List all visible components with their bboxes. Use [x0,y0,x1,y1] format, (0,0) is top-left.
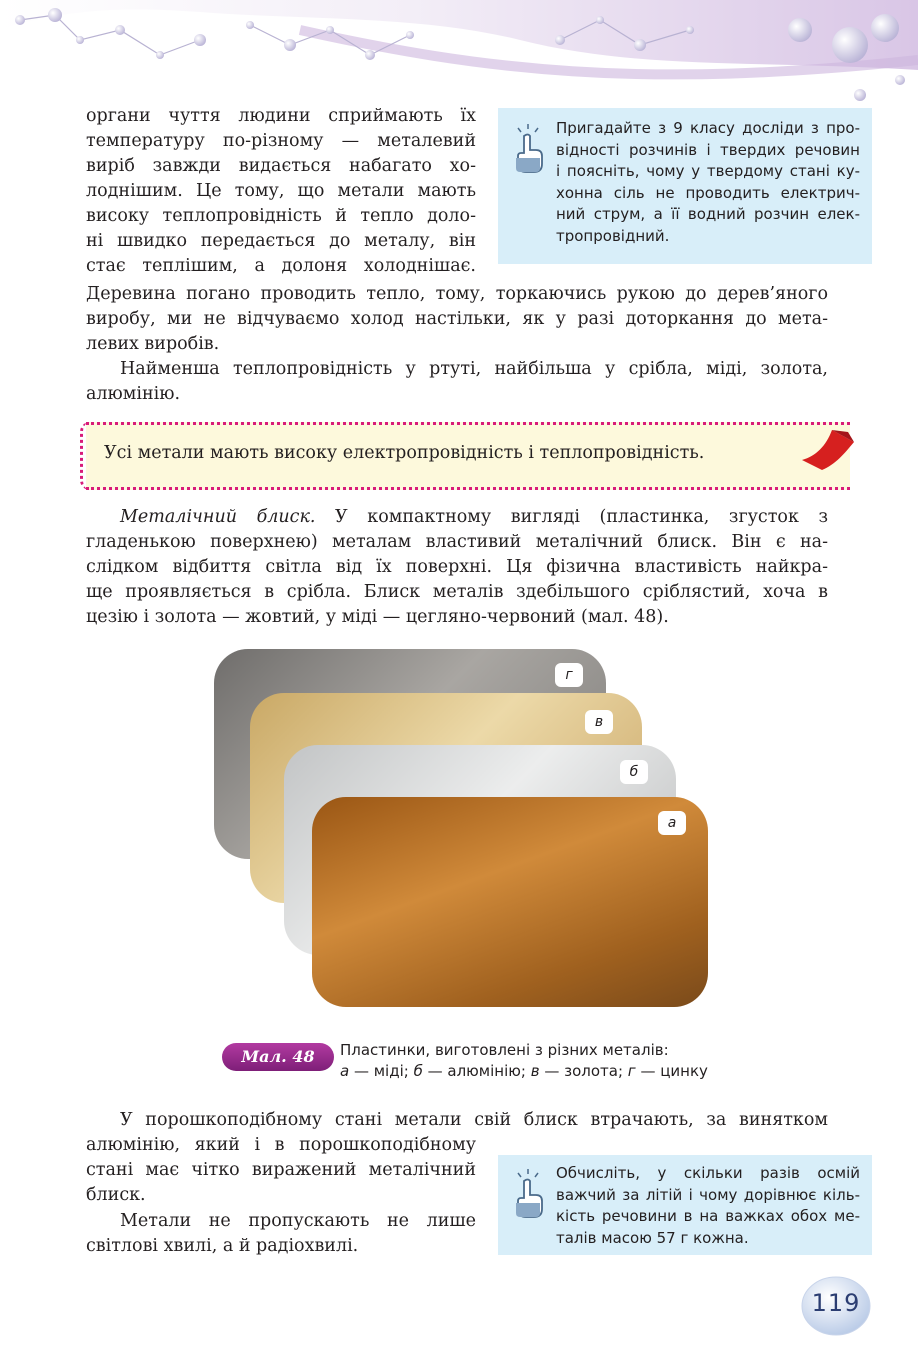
text-line: алюмінію. [86,384,181,404]
caption-line [340,1061,708,1082]
tip-line: Обчисліть, у скільки разів осмій [556,1164,860,1182]
tip-line: ний струм, а її водний розчин елек- [556,205,860,223]
text-fragment: У компактному вигляді (пластинка, згусток з [315,507,828,527]
text-line: гладенькою поверхнею) металам властивий металічний блиск. Він є на- [86,532,828,552]
caption-fragment: — алюмінію; [422,1062,531,1080]
text-line: ще проявляється в срібла. Блиск металів здебільшого сріблястий, хоча в [86,582,828,602]
caption-letter: в [530,1062,540,1080]
plate-label-a: а [658,811,686,835]
caption-fragment: — міді; [349,1062,414,1080]
text-line: Найменша теплопровідність у ртуті, найбільша у срібла, міді, золота, [120,359,828,379]
text-line: стає теплішим, а долоня холоднішає. [86,256,476,276]
caption-letter: б [413,1062,423,1080]
text-line: лоднішим. Це тому, що метали мають [86,181,476,201]
tip-line: відності розчинів і твердих речовин [556,140,860,159]
figure-caption [340,1040,708,1082]
text-line: органи чуття людини сприймають їх [86,106,476,126]
plate-label-v: в [585,710,613,734]
caption-letter: г [627,1062,636,1080]
paragraph-powder-left [86,1133,476,1208]
text-line: ні швидко передається до металу, він [86,231,476,251]
paragraph-thermal-ranking [86,357,828,407]
tip-line: кість речовини в на важках обох ме- [556,1207,860,1225]
plate-label-g: г [555,663,583,687]
plate-copper [312,797,708,1007]
text-line: слідком відбиття світла від їх поверхні. Ця фізична властивість найкра- [86,557,828,577]
text-line: Метали не пропускають не лише [120,1211,476,1231]
text-line: блиск. [86,1185,146,1205]
figure-number-badge: Мал. 48 [222,1043,334,1071]
text-line: високу теплопровідність й тепло доло- [86,206,476,226]
tip-line: Пригадайте з 9 класу досліди з про- [556,119,860,137]
tip-line: важчий за літій і чому дорівнює кіль- [556,1185,860,1204]
page-number: 119 [811,1289,861,1317]
paragraph-metallic-luster [86,505,828,630]
text-line: виріб завжди видається набагато хо- [86,156,476,176]
tip-line: тропровідний. [556,226,670,245]
key-rule-box [86,422,850,490]
tip-box-conductivity [498,108,872,264]
text-line: У порошкоподібному стані метали свій блиск втрачають, за винятком [120,1110,828,1130]
text-line: алюмінію, який і в порошкоподібному [86,1135,476,1155]
paragraph-radio-waves [86,1209,476,1259]
text-line [86,505,828,530]
red-arrow-icon [796,420,860,472]
text-line: виробу, ми не відчуваємо холод настільки, як у разі доторкання до мета- [86,309,828,329]
figure-metal-plates [200,645,720,1025]
caption-letter: а [340,1062,350,1080]
text-line: світлові хвилі, а й радіохвилі. [86,1236,359,1256]
text-line: Деревина погано проводить тепло, тому, торкаючись рукою до дерев’яного [86,284,828,304]
header-molecule-decoration [0,0,918,120]
caption-fragment: — цинку [635,1062,708,1080]
paragraph-thermal-full [86,282,828,357]
text-line: левих виробів. [86,334,220,354]
pointing-hand-icon [508,1167,548,1219]
pointing-hand-icon [508,122,548,174]
key-rule-text: Усі метали мають високу електропровідність і теплопровідність. [104,443,705,463]
paragraph-powder-first [86,1108,828,1133]
text-line: стані має чітко виражений металічний [86,1160,476,1180]
tip-box-calculation [498,1155,872,1255]
paragraph-thermal-left [86,104,476,279]
text-line: температуру по-різному — металевий [86,131,476,151]
caption-line: Пластинки, виготовлені з різних металів: [340,1041,669,1059]
tip-line: і поясніть, чому у твердому стані ку- [556,162,860,180]
plate-label-b: б [620,760,648,784]
tip-line: хонна сіль не проводить електрич- [556,183,860,202]
caption-fragment: — золота; [539,1062,628,1080]
text-line: цезію і золота — жовтий, у міді — цегляно-червоний (мал. 48). [86,607,669,627]
tip-line: талів масою 57 г кожна. [556,1228,749,1247]
term-metallic-luster: Металічний блиск. [120,507,316,527]
